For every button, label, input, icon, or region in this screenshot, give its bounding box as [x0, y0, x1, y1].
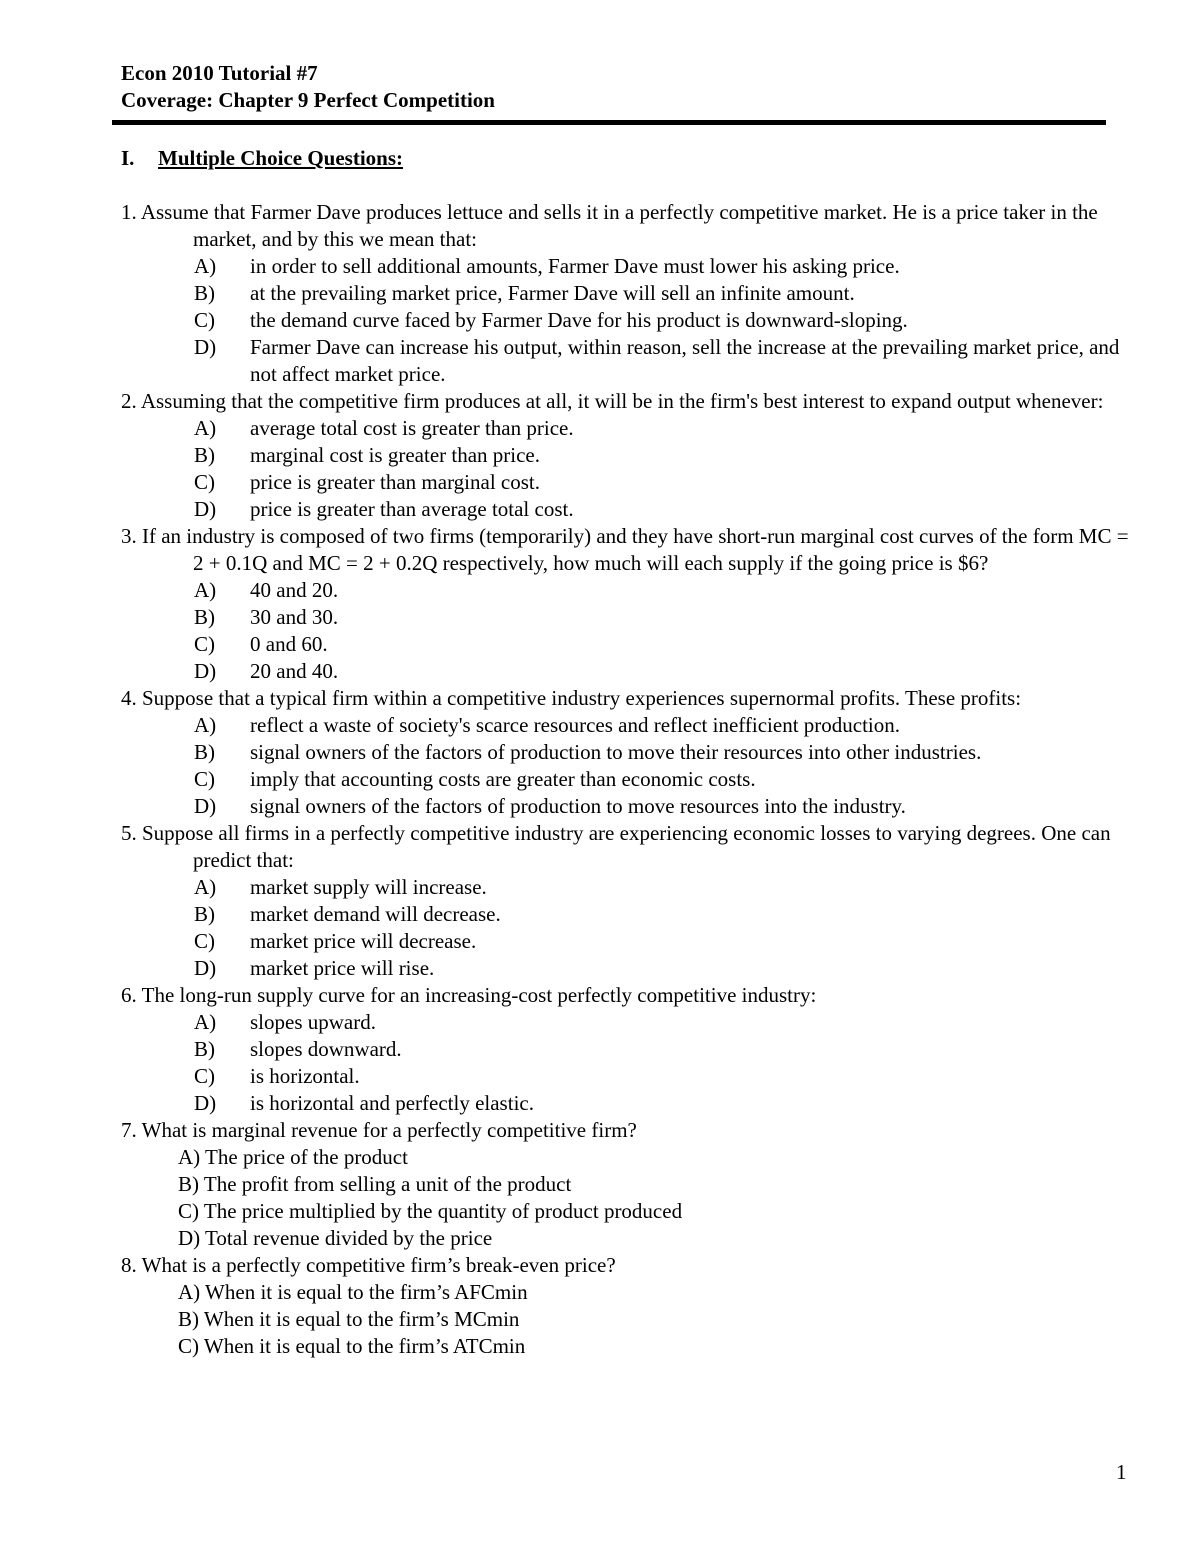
- answer-option: [121, 955, 1131, 982]
- answer-option: [121, 1306, 1131, 1333]
- option-letter: A): [178, 1280, 201, 1304]
- question-stem: [121, 1252, 1131, 1279]
- answer-option: [121, 1009, 1131, 1036]
- question-2: [121, 388, 1131, 523]
- answer-option: [121, 1225, 1131, 1252]
- option-letter: B): [194, 740, 215, 764]
- question-text: Assuming that the competitive firm produces at all, it will be in the firm's best interest to expand output whenever:: [140, 389, 1104, 413]
- option-text: market supply will increase.: [250, 875, 487, 899]
- question-text: Assume that Farmer Dave produces lettuce and sells it in a perfectly competitive market. He is a price taker in the market, and by this we mean that:: [140, 200, 1098, 251]
- option-letter: A): [194, 1010, 217, 1034]
- option-text: When it is equal to the firm’s MCmin: [203, 1307, 520, 1331]
- question-3: [121, 523, 1131, 685]
- question-text: What is a perfectly competitive firm’s break-even price?: [141, 1253, 616, 1277]
- answer-option: [121, 901, 1131, 928]
- section-heading: [121, 146, 403, 171]
- option-letter: C): [178, 1334, 199, 1358]
- option-letter: A): [194, 713, 217, 737]
- page-number: 1: [1116, 1460, 1127, 1484]
- option-letter: A): [194, 254, 217, 278]
- answer-option: [121, 874, 1131, 901]
- option-letter: B): [194, 902, 215, 926]
- option-text: market price will rise.: [250, 956, 435, 980]
- question-stem: [121, 820, 1131, 874]
- question-number: 4.: [121, 686, 137, 710]
- section-number: I.: [121, 146, 135, 170]
- answer-option: [121, 1171, 1131, 1198]
- option-letter: B): [194, 1037, 215, 1061]
- option-text: slopes downward.: [250, 1037, 402, 1061]
- option-text: is horizontal.: [250, 1064, 360, 1088]
- answer-option: [121, 739, 1131, 766]
- question-4: [121, 685, 1131, 820]
- answer-option: [121, 577, 1131, 604]
- option-letter: D): [194, 1091, 217, 1115]
- answer-option: [121, 334, 1131, 388]
- answer-option: [121, 1198, 1131, 1225]
- section-title: Multiple Choice Questions:: [158, 146, 403, 170]
- question-number: 6.: [121, 983, 137, 1007]
- question-5: [121, 820, 1131, 982]
- option-text: The price multiplied by the quantity of product produced: [203, 1199, 683, 1223]
- question-7: [121, 1117, 1131, 1252]
- question-text: Suppose all firms in a perfectly competitive industry are experiencing economic losses to varying degrees. One can predict that:: [142, 821, 1111, 872]
- option-text: average total cost is greater than price.: [250, 416, 574, 440]
- question-text: If an industry is composed of two firms (temporarily) and they have short-run marginal cost curves of the form MC = 2 + 0.1Q and MC = 2 + 0.2Q respectively, how much will each supply if the going price is $6?: [142, 524, 1129, 575]
- option-text: price is greater than marginal cost.: [250, 470, 541, 494]
- question-text: The long-run supply curve for an increasing-cost perfectly competitive industry:: [141, 983, 817, 1007]
- option-text: imply that accounting costs are greater than economic costs.: [250, 767, 756, 791]
- option-letter: D): [194, 659, 217, 683]
- option-letter: B): [194, 605, 215, 629]
- option-text: reflect a waste of society's scarce resources and reflect inefficient production.: [250, 713, 901, 737]
- answer-option: [121, 1279, 1131, 1306]
- question-stem: [121, 523, 1131, 577]
- document-header: [121, 60, 495, 114]
- option-text: signal owners of the factors of production to move resources into the industry.: [250, 794, 906, 818]
- header-coverage: Coverage: Chapter 9 Perfect Competition: [121, 88, 495, 112]
- answer-option: [121, 415, 1131, 442]
- option-letter: A): [194, 578, 217, 602]
- option-letter: B): [178, 1172, 199, 1196]
- option-letter: D): [194, 497, 217, 521]
- question-number: 2.: [121, 389, 137, 413]
- answer-option: [121, 496, 1131, 523]
- option-text: price is greater than average total cost.: [250, 497, 574, 521]
- option-letter: B): [178, 1307, 199, 1331]
- option-letter: A): [194, 416, 217, 440]
- answer-option: [121, 280, 1131, 307]
- answer-option: [121, 1144, 1131, 1171]
- option-letter: C): [178, 1199, 199, 1223]
- question-text: What is marginal revenue for a perfectly competitive firm?: [141, 1118, 637, 1142]
- option-text: at the prevailing market price, Farmer Dave will sell an infinite amount.: [250, 281, 855, 305]
- answer-option: [121, 469, 1131, 496]
- option-text: market price will decrease.: [250, 929, 477, 953]
- option-letter: D): [178, 1226, 201, 1250]
- question-1: [121, 199, 1131, 388]
- option-letter: A): [178, 1145, 201, 1169]
- question-text: Suppose that a typical firm within a competitive industry experiences supernormal profits. These profits:: [142, 686, 1022, 710]
- option-text: slopes upward.: [250, 1010, 376, 1034]
- answer-option: [121, 604, 1131, 631]
- option-text: 40 and 20.: [250, 578, 339, 602]
- option-text: The price of the product: [205, 1145, 408, 1169]
- option-letter: B): [194, 281, 215, 305]
- option-letter: C): [194, 632, 215, 656]
- option-text: the demand curve faced by Farmer Dave for his product is downward-sloping.: [250, 308, 908, 332]
- option-letter: D): [194, 335, 217, 359]
- option-letter: C): [194, 308, 215, 332]
- option-letter: C): [194, 1064, 215, 1088]
- option-text: market demand will decrease.: [250, 902, 501, 926]
- question-list: [121, 199, 1131, 1360]
- answer-option: [121, 658, 1131, 685]
- option-text: is horizontal and perfectly elastic.: [250, 1091, 534, 1115]
- question-8: [121, 1252, 1131, 1360]
- question-number: 3.: [121, 524, 137, 548]
- option-text: marginal cost is greater than price.: [250, 443, 541, 467]
- answer-option: [121, 253, 1131, 280]
- option-text: Farmer Dave can increase his output, within reason, sell the increase at the prevailing market price, and not affect market price.: [250, 335, 1120, 386]
- option-letter: A): [194, 875, 217, 899]
- answer-option: [121, 712, 1131, 739]
- question-stem: [121, 199, 1131, 253]
- question-number: 1.: [121, 200, 137, 224]
- question-stem: [121, 388, 1131, 415]
- question-stem: [121, 982, 1131, 1009]
- option-letter: C): [194, 767, 215, 791]
- option-text: Total revenue divided by the price: [205, 1226, 493, 1250]
- option-letter: C): [194, 929, 215, 953]
- answer-option: [121, 1036, 1131, 1063]
- answer-option: [121, 631, 1131, 658]
- question-stem: [121, 685, 1131, 712]
- question-number: 5.: [121, 821, 137, 845]
- option-text: 30 and 30.: [250, 605, 339, 629]
- option-text: When it is equal to the firm’s AFCmin: [205, 1280, 528, 1304]
- question-number: 7.: [121, 1118, 137, 1142]
- option-text: in order to sell additional amounts, Farmer Dave must lower his asking price.: [250, 254, 900, 278]
- option-letter: C): [194, 470, 215, 494]
- option-letter: D): [194, 956, 217, 980]
- option-text: 20 and 40.: [250, 659, 339, 683]
- question-number: 8.: [121, 1253, 137, 1277]
- option-letter: D): [194, 794, 217, 818]
- answer-option: [121, 766, 1131, 793]
- option-text: signal owners of the factors of production to move their resources into other industries.: [250, 740, 982, 764]
- header-divider: [112, 120, 1106, 125]
- answer-option: [121, 793, 1131, 820]
- question-stem: [121, 1117, 1131, 1144]
- answer-option: [121, 1063, 1131, 1090]
- option-text: The profit from selling a unit of the product: [203, 1172, 572, 1196]
- option-text: 0 and 60.: [250, 632, 328, 656]
- header-title: Econ 2010 Tutorial #7: [121, 61, 318, 85]
- answer-option: [121, 307, 1131, 334]
- option-letter: B): [194, 443, 215, 467]
- answer-option: [121, 1333, 1131, 1360]
- answer-option: [121, 1090, 1131, 1117]
- question-6: [121, 982, 1131, 1117]
- answer-option: [121, 928, 1131, 955]
- answer-option: [121, 442, 1131, 469]
- option-text: When it is equal to the firm’s ATCmin: [203, 1334, 526, 1358]
